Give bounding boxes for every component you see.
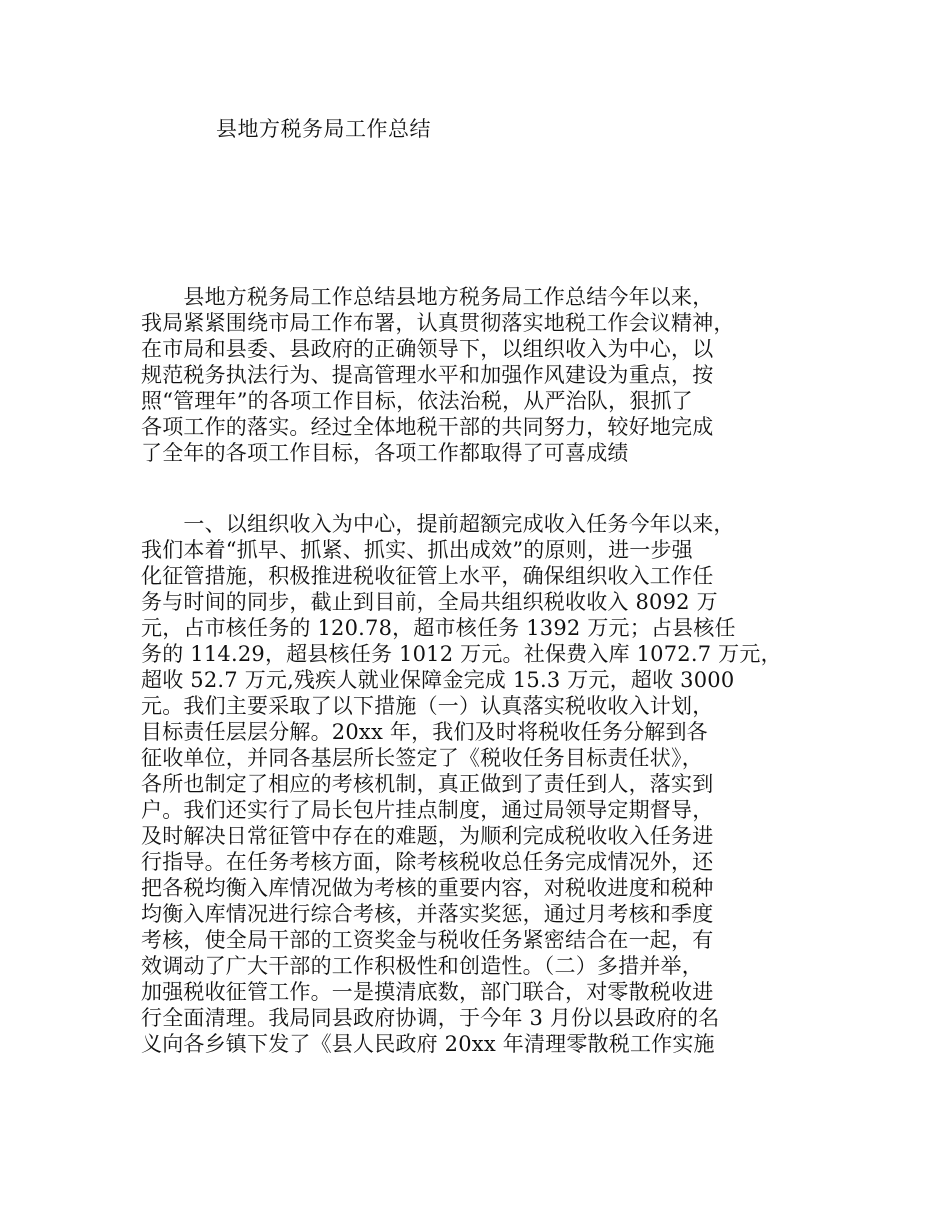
paragraph-line: 元。我们主要采取了以下措施（一）认真落实税收收入计划， — [141, 694, 714, 718]
document-title: 县地方税务局工作总结 — [216, 117, 431, 141]
paragraph-line: 考核，使全局干部的工资奖金与税收任务紧密结合在一起，有 — [141, 928, 714, 952]
paragraph-line: 各项工作的落实。经过全体地税干部的共同努力，较好地完成 — [141, 415, 714, 439]
paragraph-line: 行指导。在任务考核方面，除考核税收总任务完成情况外，还 — [141, 850, 714, 874]
paragraph-line: 加强税收征管工作。一是摸清底数，部门联合，对零散税收进 — [141, 980, 714, 1004]
paragraph-line: 户。我们还实行了局长包片挂点制度，通过局领导定期督导， — [141, 798, 714, 822]
paragraph-line: 我局紧紧围绕市局工作布署，认真贯彻落实地税工作会议精神， — [141, 311, 735, 335]
paragraph-line: 县地方税务局工作总结县地方税务局工作总结今年以来， — [141, 285, 714, 309]
paragraph-line: 义向各乡镇下发了《县人民政府 20xx 年清理零散税工作实施 — [141, 1032, 715, 1056]
paragraph-line: 了全年的各项工作目标，各项工作都取得了可喜成绩 — [141, 441, 629, 465]
paragraph-line: 元，占市核任务的 120.78，超市核任务 1392 万元；占县核任 — [141, 616, 736, 640]
paragraph-line: 均衡入库情况进行综合考核，并落实奖惩，通过月考核和季度 — [141, 902, 714, 926]
paragraph-line: 我们本着“抓早、抓紧、抓实、抓出成效”的原则，进一步强 — [141, 538, 693, 562]
paragraph-line: 征收单位，并同各基层所长签定了《税收任务目标责任状》， — [141, 746, 703, 770]
paragraph-line: 务的 114.29，超县核任务 1012 万元。社保费入库 1072.7 万元， — [141, 642, 782, 666]
paragraph-line: 目标责任层层分解。20xx 年，我们及时将税收任务分解到各 — [141, 720, 708, 744]
paragraph-line: 规范税务执法行为、提高管理水平和加强作风建设为重点，按 — [141, 363, 714, 387]
paragraph-line: 在市局和县委、县政府的正确领导下，以组织收入为中心，以 — [141, 337, 714, 361]
paragraph-line: 务与时间的同步，截止到目前，全局共组织税收收入 8092 万 — [141, 590, 718, 614]
paragraph-line: 照“管理年”的各项工作目标，依法治税，从严治队，狠抓了 — [141, 389, 693, 413]
paragraph-line: 化征管措施，积极推进税收征管上水平，确保组织收入工作任 — [141, 564, 714, 588]
paragraph-line: 及时解决日常征管中存在的难题，为顺利完成税收收入任务进 — [141, 824, 714, 848]
paragraph-line: 超收 52.7 万元,残疾人就业保障金完成 15.3 万元，超收 3000 — [141, 668, 735, 692]
paragraph-line: 效调动了广大干部的工作积极性和创造性。（二）多措并举， — [141, 954, 703, 978]
paragraph-line: 行全面清理。我局同县政府协调，于今年 3 月份以县政府的名 — [141, 1006, 720, 1030]
paragraph-line: 一、以组织收入为中心，提前超额完成收入任务今年以来， — [141, 512, 735, 536]
paragraph-line: 把各税均衡入库情况做为考核的重要内容，对税收进度和税种 — [141, 876, 714, 900]
paragraph-line: 各所也制定了相应的考核机制，真正做到了责任到人，落实到 — [141, 772, 714, 796]
